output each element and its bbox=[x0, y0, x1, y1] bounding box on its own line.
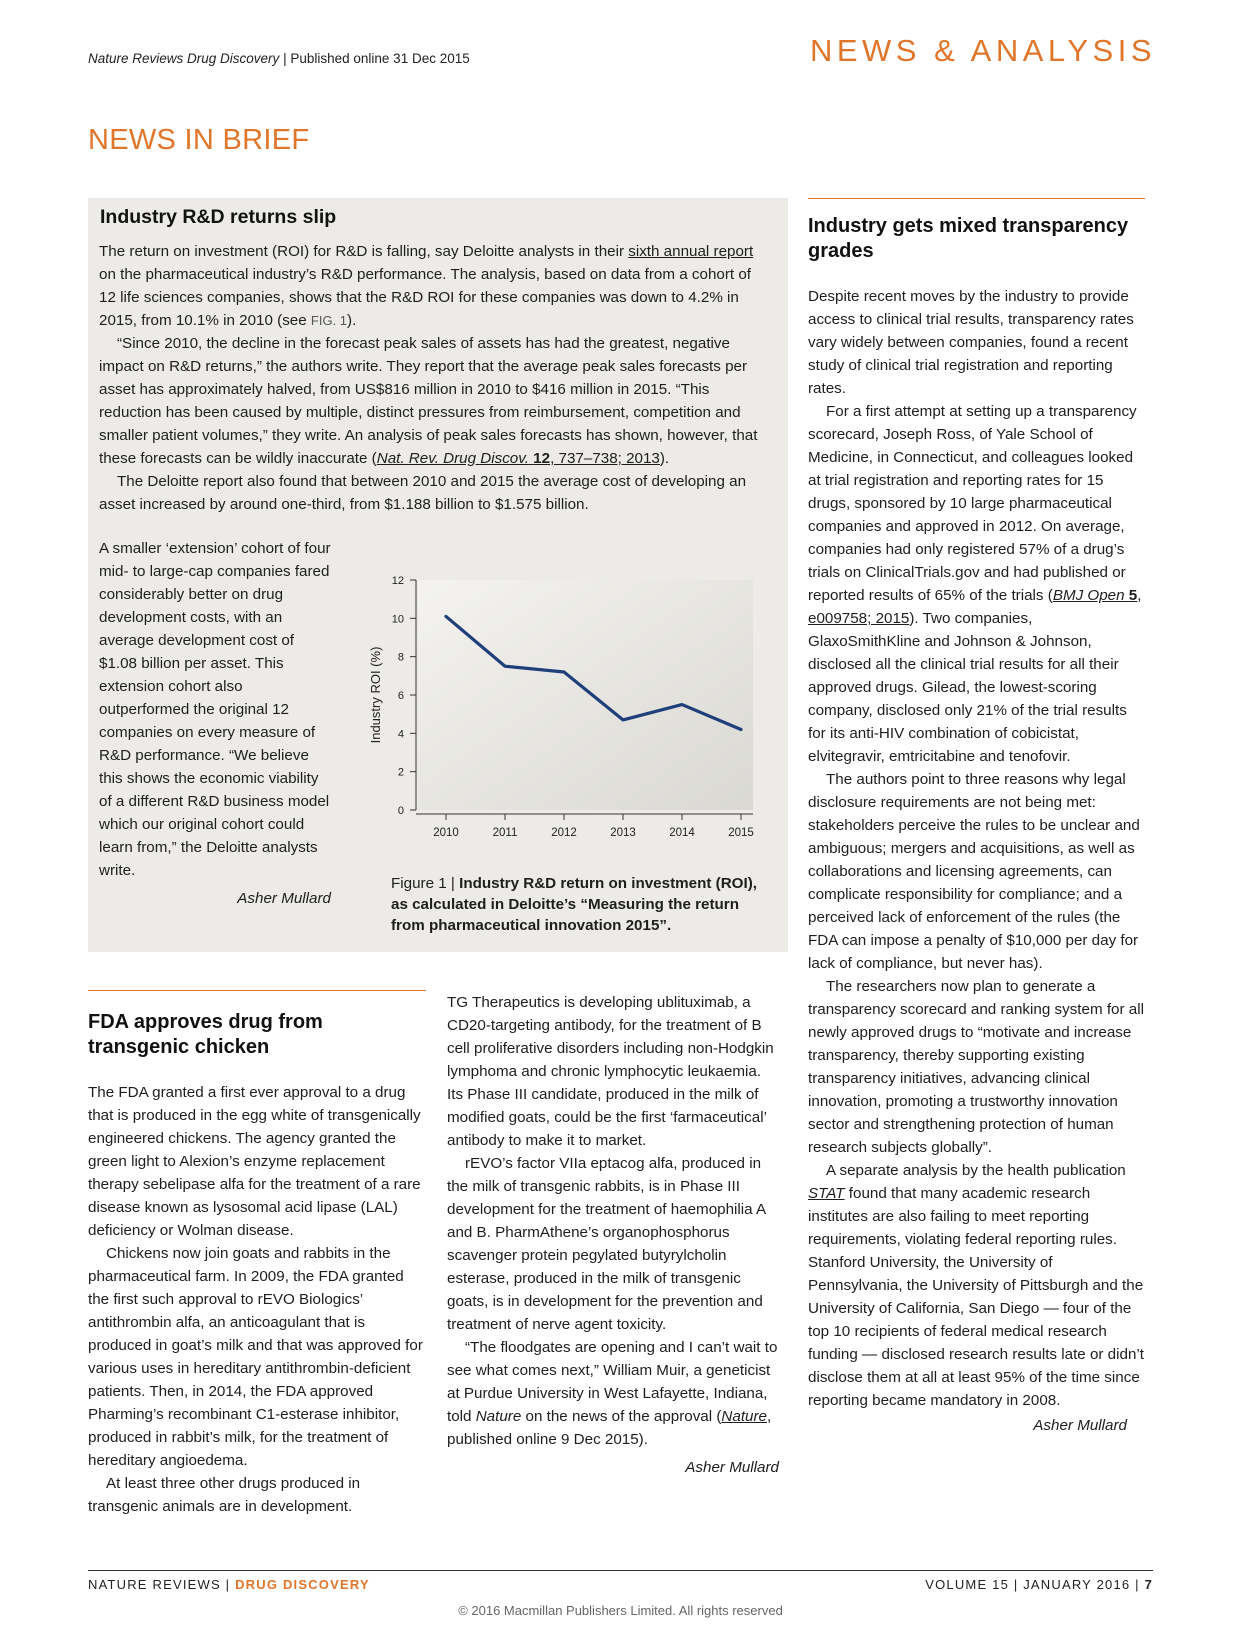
article-title: Industry gets mixed transparency grades bbox=[808, 215, 1129, 262]
copyright-notice: © 2016 Macmillan Publishers Limited. All rights reserved bbox=[458, 1603, 783, 1618]
paragraph bbox=[447, 1336, 779, 1451]
text: A separate analysis by the health publication bbox=[826, 1162, 1126, 1179]
article-body-left-column bbox=[99, 537, 331, 910]
footer-divider bbox=[88, 1570, 1153, 1571]
x-tick-label: 2012 bbox=[551, 827, 577, 839]
nature-link[interactable]: Nature bbox=[721, 1408, 767, 1425]
article-body-col2 bbox=[447, 991, 779, 1479]
text: ). bbox=[347, 312, 357, 329]
paragraph bbox=[99, 240, 759, 332]
figure-caption bbox=[391, 873, 771, 936]
x-tick-label: 2010 bbox=[433, 827, 459, 839]
citation-pages: , 737–738; 2013 bbox=[550, 450, 660, 467]
paragraph: The researchers now plan to generate a transparency scorecard and ranking system for all newly approved drugs to “motivate and increase transparency, thereby supporting existing transparency initiatives, advancing clinical innovation, promoting a trustworthy innovation sector and strengthening protection of human research subjects globally”. bbox=[808, 978, 1144, 1156]
section-divider bbox=[88, 990, 426, 991]
citation-volume: 12 bbox=[533, 450, 551, 467]
text: “Since 2010, the decline in the forecast peak sales of assets has had the greatest, negative impact on R&D returns,” the authors write. They report that the average peak sales forecasts per asset has approximately halved, from US$816 million in 2010 to $416 million in 2015. “This reduction has been caused by multiple, distinct pressures from reimbursement, competition and smaller patient volumes,” they write. An analysis of peak sales forecasts has shown, however, that these forecasts can be wildly inaccurate ( bbox=[99, 335, 758, 467]
paragraph: At least three other drugs produced in transgenic animals are in development. bbox=[88, 1475, 361, 1515]
footer-journal-name: NATURE REVIEWS bbox=[88, 1577, 221, 1592]
paragraph bbox=[99, 332, 759, 470]
citation-pages: , e009758; 2015 bbox=[808, 587, 1142, 627]
stat-link[interactable]: STAT bbox=[808, 1185, 845, 1202]
section-divider bbox=[808, 198, 1145, 199]
text: ). Two companies, GlaxoSmithKline and Johnson & Johnson, disclosed all the clinical trial results for all their approved drugs. Gilead, the lowest-scoring company, disclosed only 21% of the trial results for its anti-HIV combination of cobicistat, elvitegravir, emtricitabine and tenofovir. bbox=[808, 610, 1127, 765]
y-tick-label: 4 bbox=[397, 728, 404, 741]
figure-caption-text: Industry R&D return on investment (ROI), as calculated in Deloitte’s “Measuring the return from pharmaceutical innovation 2015”. bbox=[391, 875, 757, 934]
y-tick-label: 12 bbox=[391, 575, 404, 587]
citation-journal: Nat. Rev. Drug Discov. bbox=[376, 450, 529, 467]
text: For a first attempt at setting up a transparency scorecard, Joseph Ross, of Yale School of Medicine, in Connecticut, and colleagues looked at trial registration and reporting rates for 15 drugs, sponsored by 10 large pharmaceutical companies and approved in 2012. On average, companies had only registered 57% of a drug’s trials on ClinicalTrials.gov and had published or reported results of 65% of the trials ( bbox=[808, 403, 1137, 604]
published-date: Published online 31 Dec 2015 bbox=[290, 51, 470, 66]
text: found that many academic research institutes are also failing to meet reporting requirements, violating federal reporting rules. Stanford University, the University of Pennsylvania, the University of Pittsburgh and the University of California, San Diego — four of the top 10 recipients of federal medical research funding — disclosed research results late or didn’t disclose them at all at least 95% of the time since reporting became mandatory in 2008. bbox=[808, 1185, 1144, 1409]
author-byline: Asher Mullard bbox=[685, 1459, 779, 1476]
journal-name: Nature Reviews Drug Discovery bbox=[88, 51, 280, 66]
article-body-top bbox=[99, 240, 759, 516]
y-tick-label: 2 bbox=[397, 766, 404, 779]
y-tick-label: 6 bbox=[397, 690, 404, 702]
citation-link[interactable] bbox=[377, 450, 660, 467]
paragraph: TG Therapeutics is developing ublituximab, a CD20-targeting antibody, for the treatment of B cell proliferative disorders including non-Hodgkin lymphoma and chronic lymphocytic leukaemia. Its Phase III candidate, produced in the milk of modified goats, could be the first ‘farmaceutical’ antibody to make it to market. bbox=[447, 994, 774, 1149]
y-tick-label: 10 bbox=[391, 613, 404, 626]
article-title: FDA approves drug from transgenic chicken bbox=[88, 1011, 323, 1058]
x-tick-label: 2014 bbox=[669, 827, 695, 839]
text: “The floodgates are opening and I can’t wait to see what comes next,” William Muir, a geneticist at Purdue University in West Lafayette, Indiana, told bbox=[447, 1339, 778, 1425]
paragraph bbox=[808, 1159, 1145, 1412]
paragraph bbox=[808, 400, 1145, 768]
paragraph: Despite recent moves by the industry to provide access to clinical trial results, transparency rates vary widely between companies, found a recent study of clinical trial registration and reporting rates. bbox=[808, 288, 1134, 397]
article-body-col3 bbox=[808, 285, 1145, 1437]
text: , published online 9 Dec 2015). bbox=[447, 1408, 772, 1448]
chart-svg bbox=[358, 572, 770, 842]
citation-volume: 5 bbox=[1128, 587, 1138, 604]
footer-volume bbox=[925, 1577, 1153, 1592]
figure-label: Figure 1 | bbox=[391, 875, 460, 892]
text: on the news of the approval ( bbox=[521, 1408, 722, 1425]
publication-meta bbox=[88, 51, 470, 66]
meta-separator: | bbox=[283, 51, 287, 66]
paragraph: The FDA granted a first ever approval to a drug that is produced in the egg white of transgenically engineered chickens. The agency granted the green light to Alexion’s enzyme replacement therapy sebelipase alfa for the treatment of a rare disease known as lysosomal acid lipase (LAL) deficiency or Wolman disease. bbox=[88, 1084, 421, 1239]
page-number: 7 bbox=[1144, 1577, 1153, 1592]
figure-reference-link[interactable]: FIG. 1 bbox=[310, 313, 348, 328]
y-axis-label: Industry ROI (%) bbox=[368, 646, 383, 744]
paragraph: Chickens now join goats and rabbits in the pharmaceutical farm. In 2009, the FDA granted the first such approval to rEVO Biologics’ antithrombin alfa, an anticoagulant that is produced in goat’s milk and that was approved for various uses in hereditary antithrombin-deficient patients. Then, in 2014, the FDA approved Pharming’s recombinant C1-esterase inhibitor, produced in rabbit’s milk, for the treatment of hereditary angioedema. bbox=[88, 1245, 423, 1469]
x-tick-label: 2015 bbox=[728, 827, 754, 839]
text: on the pharmaceutical industry’s R&D performance. The analysis, based on data from a cohort of 12 life sciences companies, shows that the R&D ROI for these companies was down to 4.2% in 2015, from 10.1% in 2010 (see bbox=[99, 266, 752, 329]
y-tick-label: 0 bbox=[397, 805, 404, 817]
citation-journal: BMJ Open bbox=[1052, 587, 1125, 604]
journal-name: Nature bbox=[475, 1408, 522, 1425]
article-title: Industry R&D returns slip bbox=[100, 206, 337, 228]
author-byline: Asher Mullard bbox=[1033, 1417, 1127, 1434]
paragraph: rEVO’s factor VIIa eptacog alfa, produced in the milk of transgenic rabbits, is in Phase III development for the treatment of haemophilia A and B. PharmAthene’s organophosphorus scavenger protein pegylated butyrylcholin esterase, produced in the milk of transgenic goats, is in development for the prevention and treatment of nerve agent toxicity. bbox=[447, 1155, 766, 1333]
footer-journal bbox=[88, 1577, 370, 1592]
text: ). bbox=[659, 450, 670, 467]
text: The return on investment (ROI) for R&D is falling, say Deloitte analysts in their bbox=[99, 243, 629, 260]
section-title: NEWS & ANALYSIS bbox=[809, 33, 1156, 68]
x-tick-label: 2013 bbox=[610, 827, 636, 839]
footer-journal-subtitle: DRUG DISCOVERY bbox=[235, 1577, 370, 1592]
paragraph: The Deloitte report also found that between 2010 and 2015 the average cost of developing an asset increased by around one-third, from $1.188 billion to $1.575 billion. bbox=[99, 473, 747, 513]
sixth-annual-report-link[interactable]: sixth annual report bbox=[628, 243, 754, 260]
footer-separator: | bbox=[220, 1577, 236, 1592]
news-in-brief-heading: NEWS IN BRIEF bbox=[88, 124, 310, 156]
roi-line-chart bbox=[358, 572, 770, 842]
author-byline: Asher Mullard bbox=[237, 890, 331, 907]
y-tick-label: 8 bbox=[397, 651, 404, 664]
volume-info: VOLUME 15 | JANUARY 2016 | bbox=[925, 1577, 1145, 1592]
article-body-col1 bbox=[88, 1081, 426, 1518]
article-rd-returns-box bbox=[88, 198, 788, 952]
paragraph: A smaller ‘extension’ cohort of four mid- to large-cap companies fared considerably better on drug development costs, with an average development cost of $1.08 billion per asset. This extension cohort also outperformed the original 12 companies on every measure of R&D performance. “We believe this shows the economic viability of a different R&D business model which our original cohort could learn from,” the Deloitte analysts write. bbox=[99, 540, 331, 879]
plot-area bbox=[418, 580, 753, 810]
paragraph: The authors point to three reasons why legal disclosure requirements are not being met: stakeholders perceive the rules to be unclear and ambiguous; mergers and acquisitions, as well as collaborations and licensing agreements, can complicate responsibility for compliance; and a perceived lack of enforcement of the rules (the FDA can impose a penalty of $10,000 per day for lack of compliance, but never has). bbox=[808, 771, 1140, 972]
x-tick-label: 2011 bbox=[492, 827, 518, 839]
